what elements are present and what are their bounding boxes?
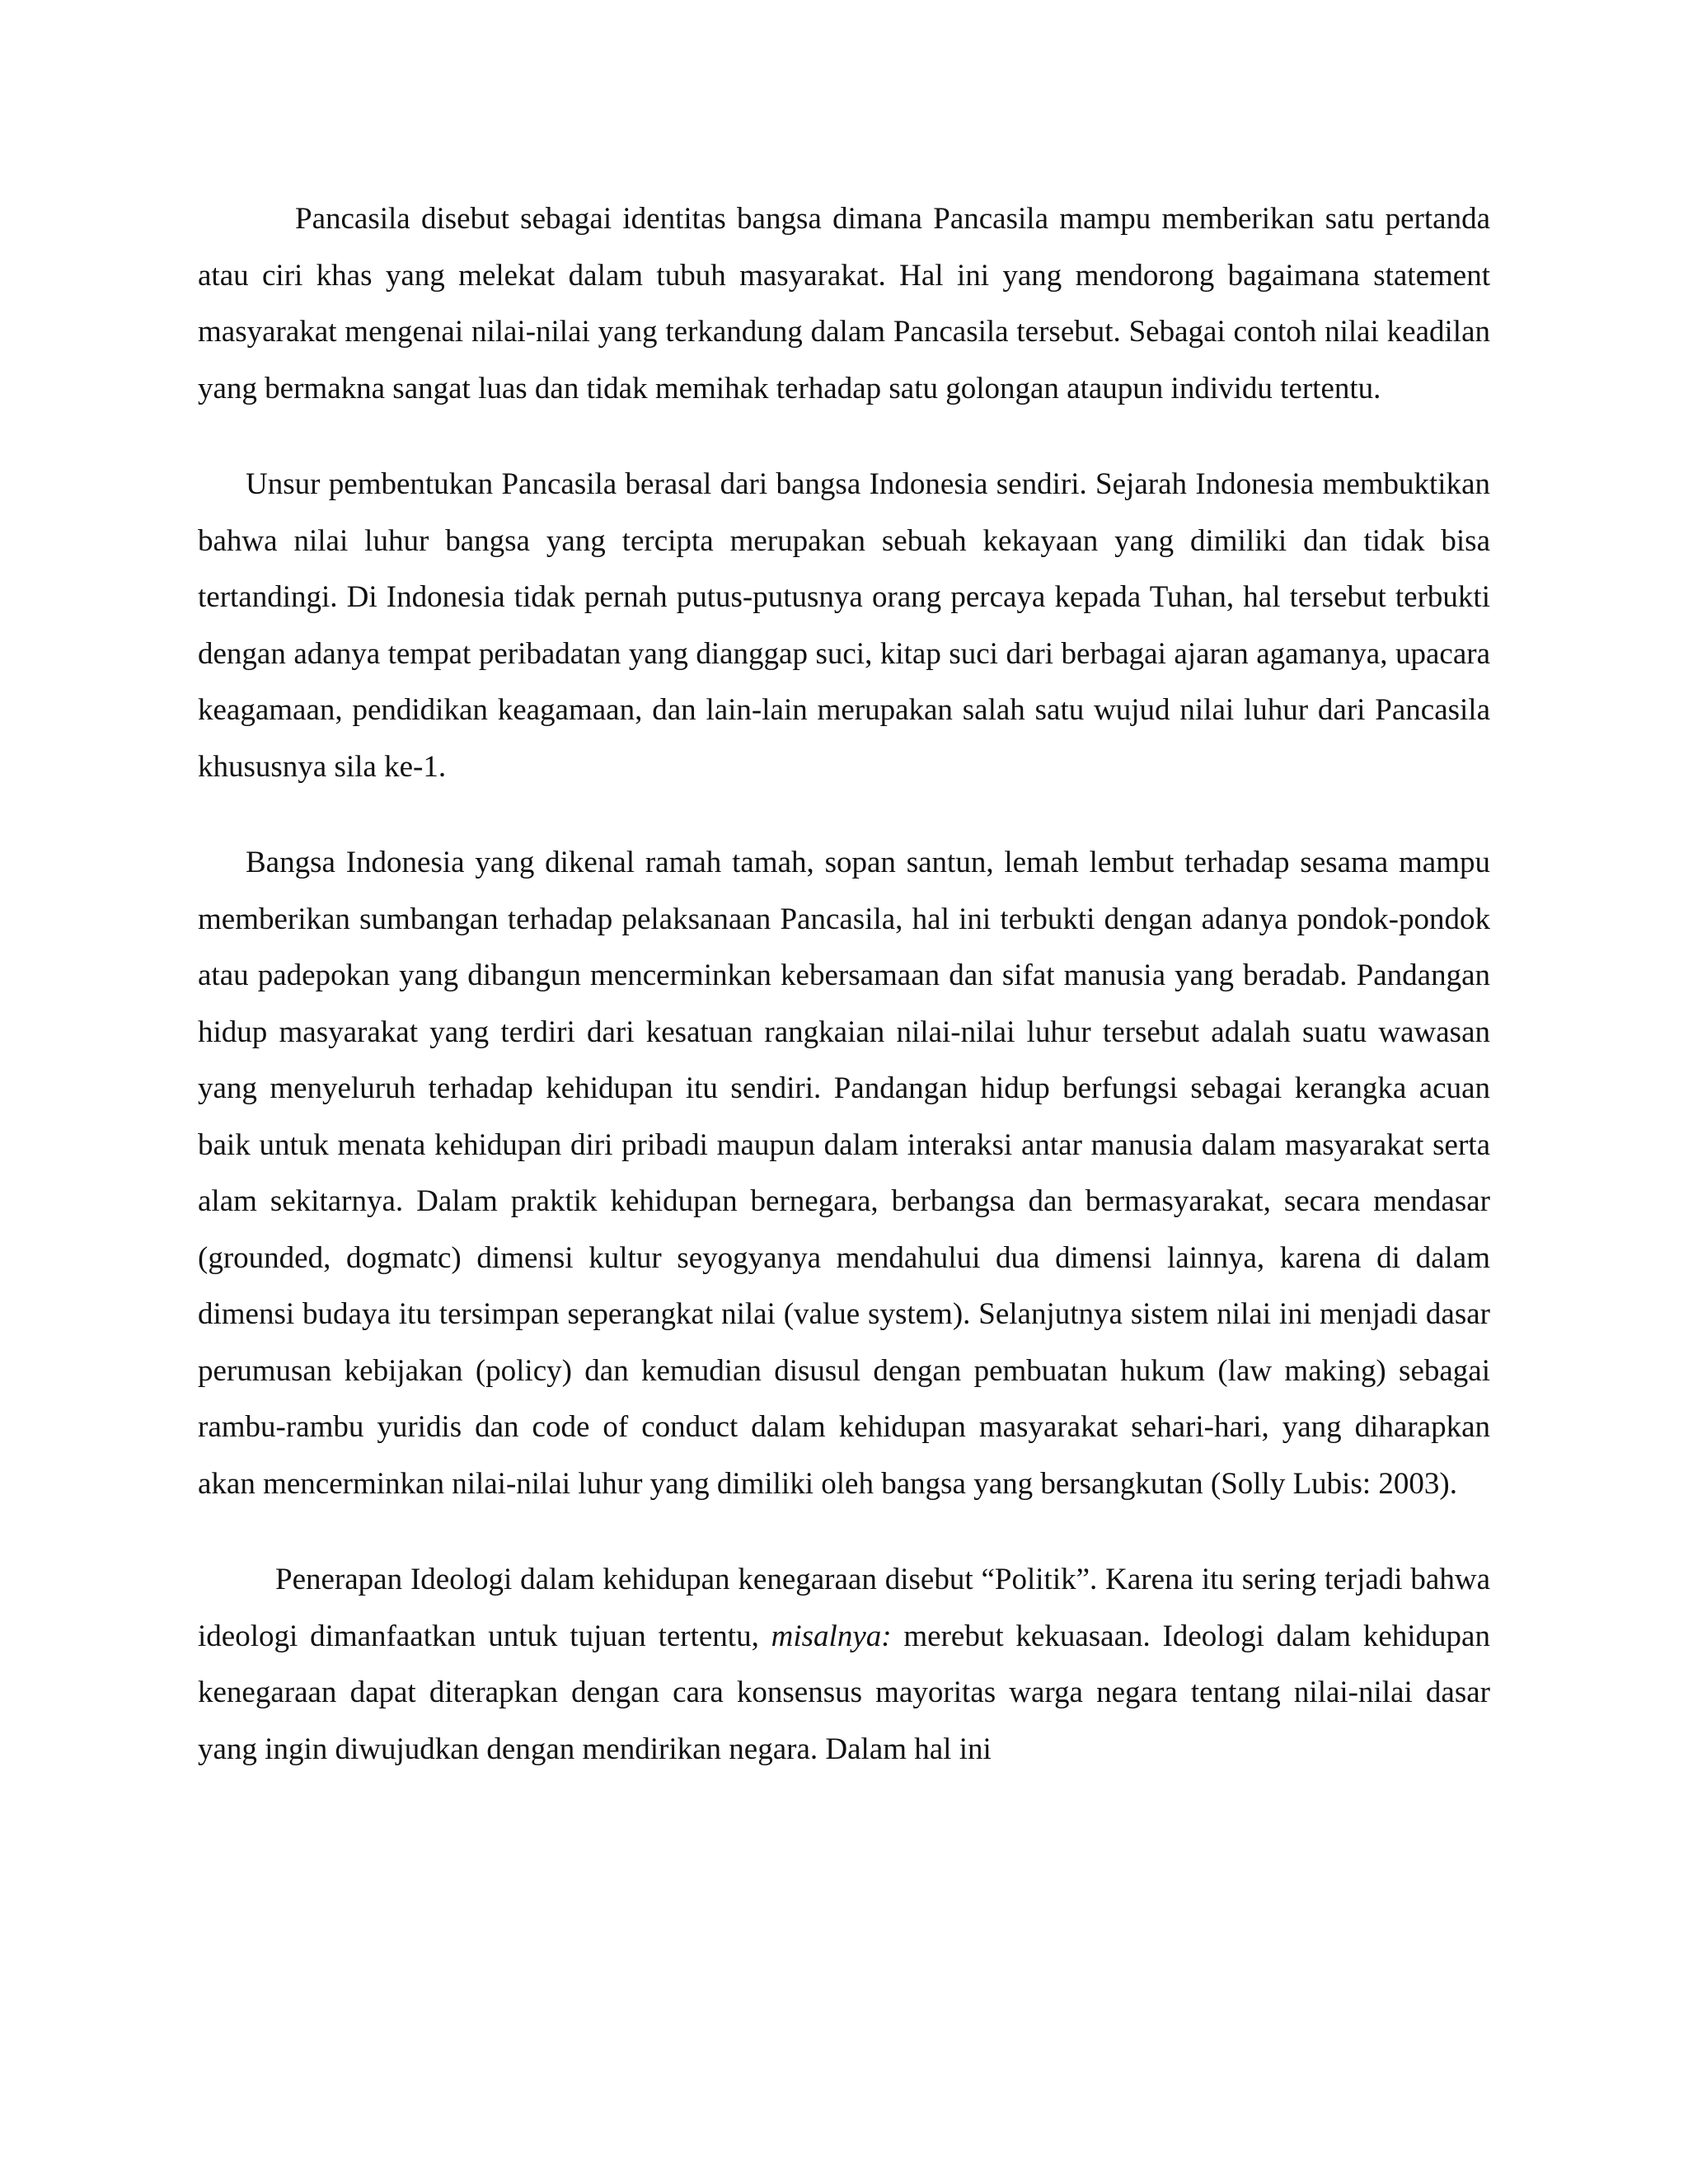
paragraph-identitas-bangsa: Pancasila disebut sebagai identitas bangsa dimana Pancasila mampu memberikan satu pertanda atau ciri khas yang melekat dalam tubuh masyarakat. Hal ini yang mendorong bagaimana statement masyarakat mengenai nilai-nilai yang terkandung dalam Pancasila tersebut. Sebagai contoh nilai keadilan yang bermakna sangat luas dan tidak memihak terhadap satu golongan ataupun individu tertentu. (198, 202, 1490, 405)
paragraph-penerapan-ideologi-part-2: merebut kekuasaan. Ideologi dalam kehidupan kenegaraan dapat diterapkan dengan cara konsensus mayoritas warga negara tentang nilai-nilai dasar yang ingin diwujudkan dengan mendirikan negara. Dalam hal ini (198, 1619, 1490, 1766)
paragraph-unsur-pembentukan: Unsur pembentukan Pancasila berasal dari bangsa Indonesia sendiri. Sejarah Indonesia membuktikan bahwa nilai luhur bangsa yang tercipta merupakan sebuah kekayaan yang dimiliki dan tidak bisa tertandingi. Di Indonesia tidak pernah putus-putusnya orang percaya kepada Tuhan, hal tersebut terbukti dengan adanya tempat peribadatan yang dianggap suci, kitap suci dari berbagai ajaran agamanya, upacara keagamaan, pendidikan keagamaan, dan lain-lain merupakan salah satu wujud nilai luhur dari Pancasila khususnya sila ke-1. (198, 467, 1490, 784)
paragraph-penerapan-ideologi (198, 1552, 1490, 1778)
paragraph-bangsa-indonesia: Bangsa Indonesia yang dikenal ramah tamah, sopan santun, lemah lembut terhadap sesama mampu memberikan sumbangan terhadap pelaksanaan Pancasila, hal ini terbukti dengan adanya pondok-pondok atau padepokan yang dibangun mencerminkan kebersamaan dan sifat manusia yang beradab. Pandangan hidup masyarakat yang terdiri dari kesatuan rangkaian nilai-nilai luhur tersebut adalah suatu wawasan yang menyeluruh terhadap kehidupan itu sendiri. Pandangan hidup berfungsi sebagai kerangka acuan baik untuk menata kehidupan diri pribadi maupun dalam interaksi antar manusia dalam masyarakat serta alam sekitarnya. Dalam praktik kehidupan bernegara, berbangsa dan bermasyarakat, secara mendasar (grounded, dogmatc) dimensi kultur seyogyanya mendahului dua dimensi lainnya, karena di dalam dimensi budaya itu tersimpan seperangkat nilai (value system). Selanjutnya sistem nilai ini menjadi dasar perumusan kebijakan (policy) dan kemudian disusul dengan pembuatan hukum (law making) sebagai rambu-rambu yuridis dan code of conduct dalam kehidupan masyarakat sehari-hari, yang diharapkan akan mencerminkan nilai-nilai luhur yang dimiliki oleh bangsa yang bersangkutan (Solly Lubis: 2003). (198, 846, 1490, 1501)
italic-misalnya: misalnya: (771, 1619, 892, 1653)
document-body (198, 191, 1490, 1778)
paragraph-penerapan-ideologi-part-1: Penerapan Ideologi dalam kehidupan kenegaraan disebut “Politik”. Karena itu sering terjadi bahwa ideologi dimanfaatkan untuk tujuan tertentu, (198, 1563, 1490, 1653)
